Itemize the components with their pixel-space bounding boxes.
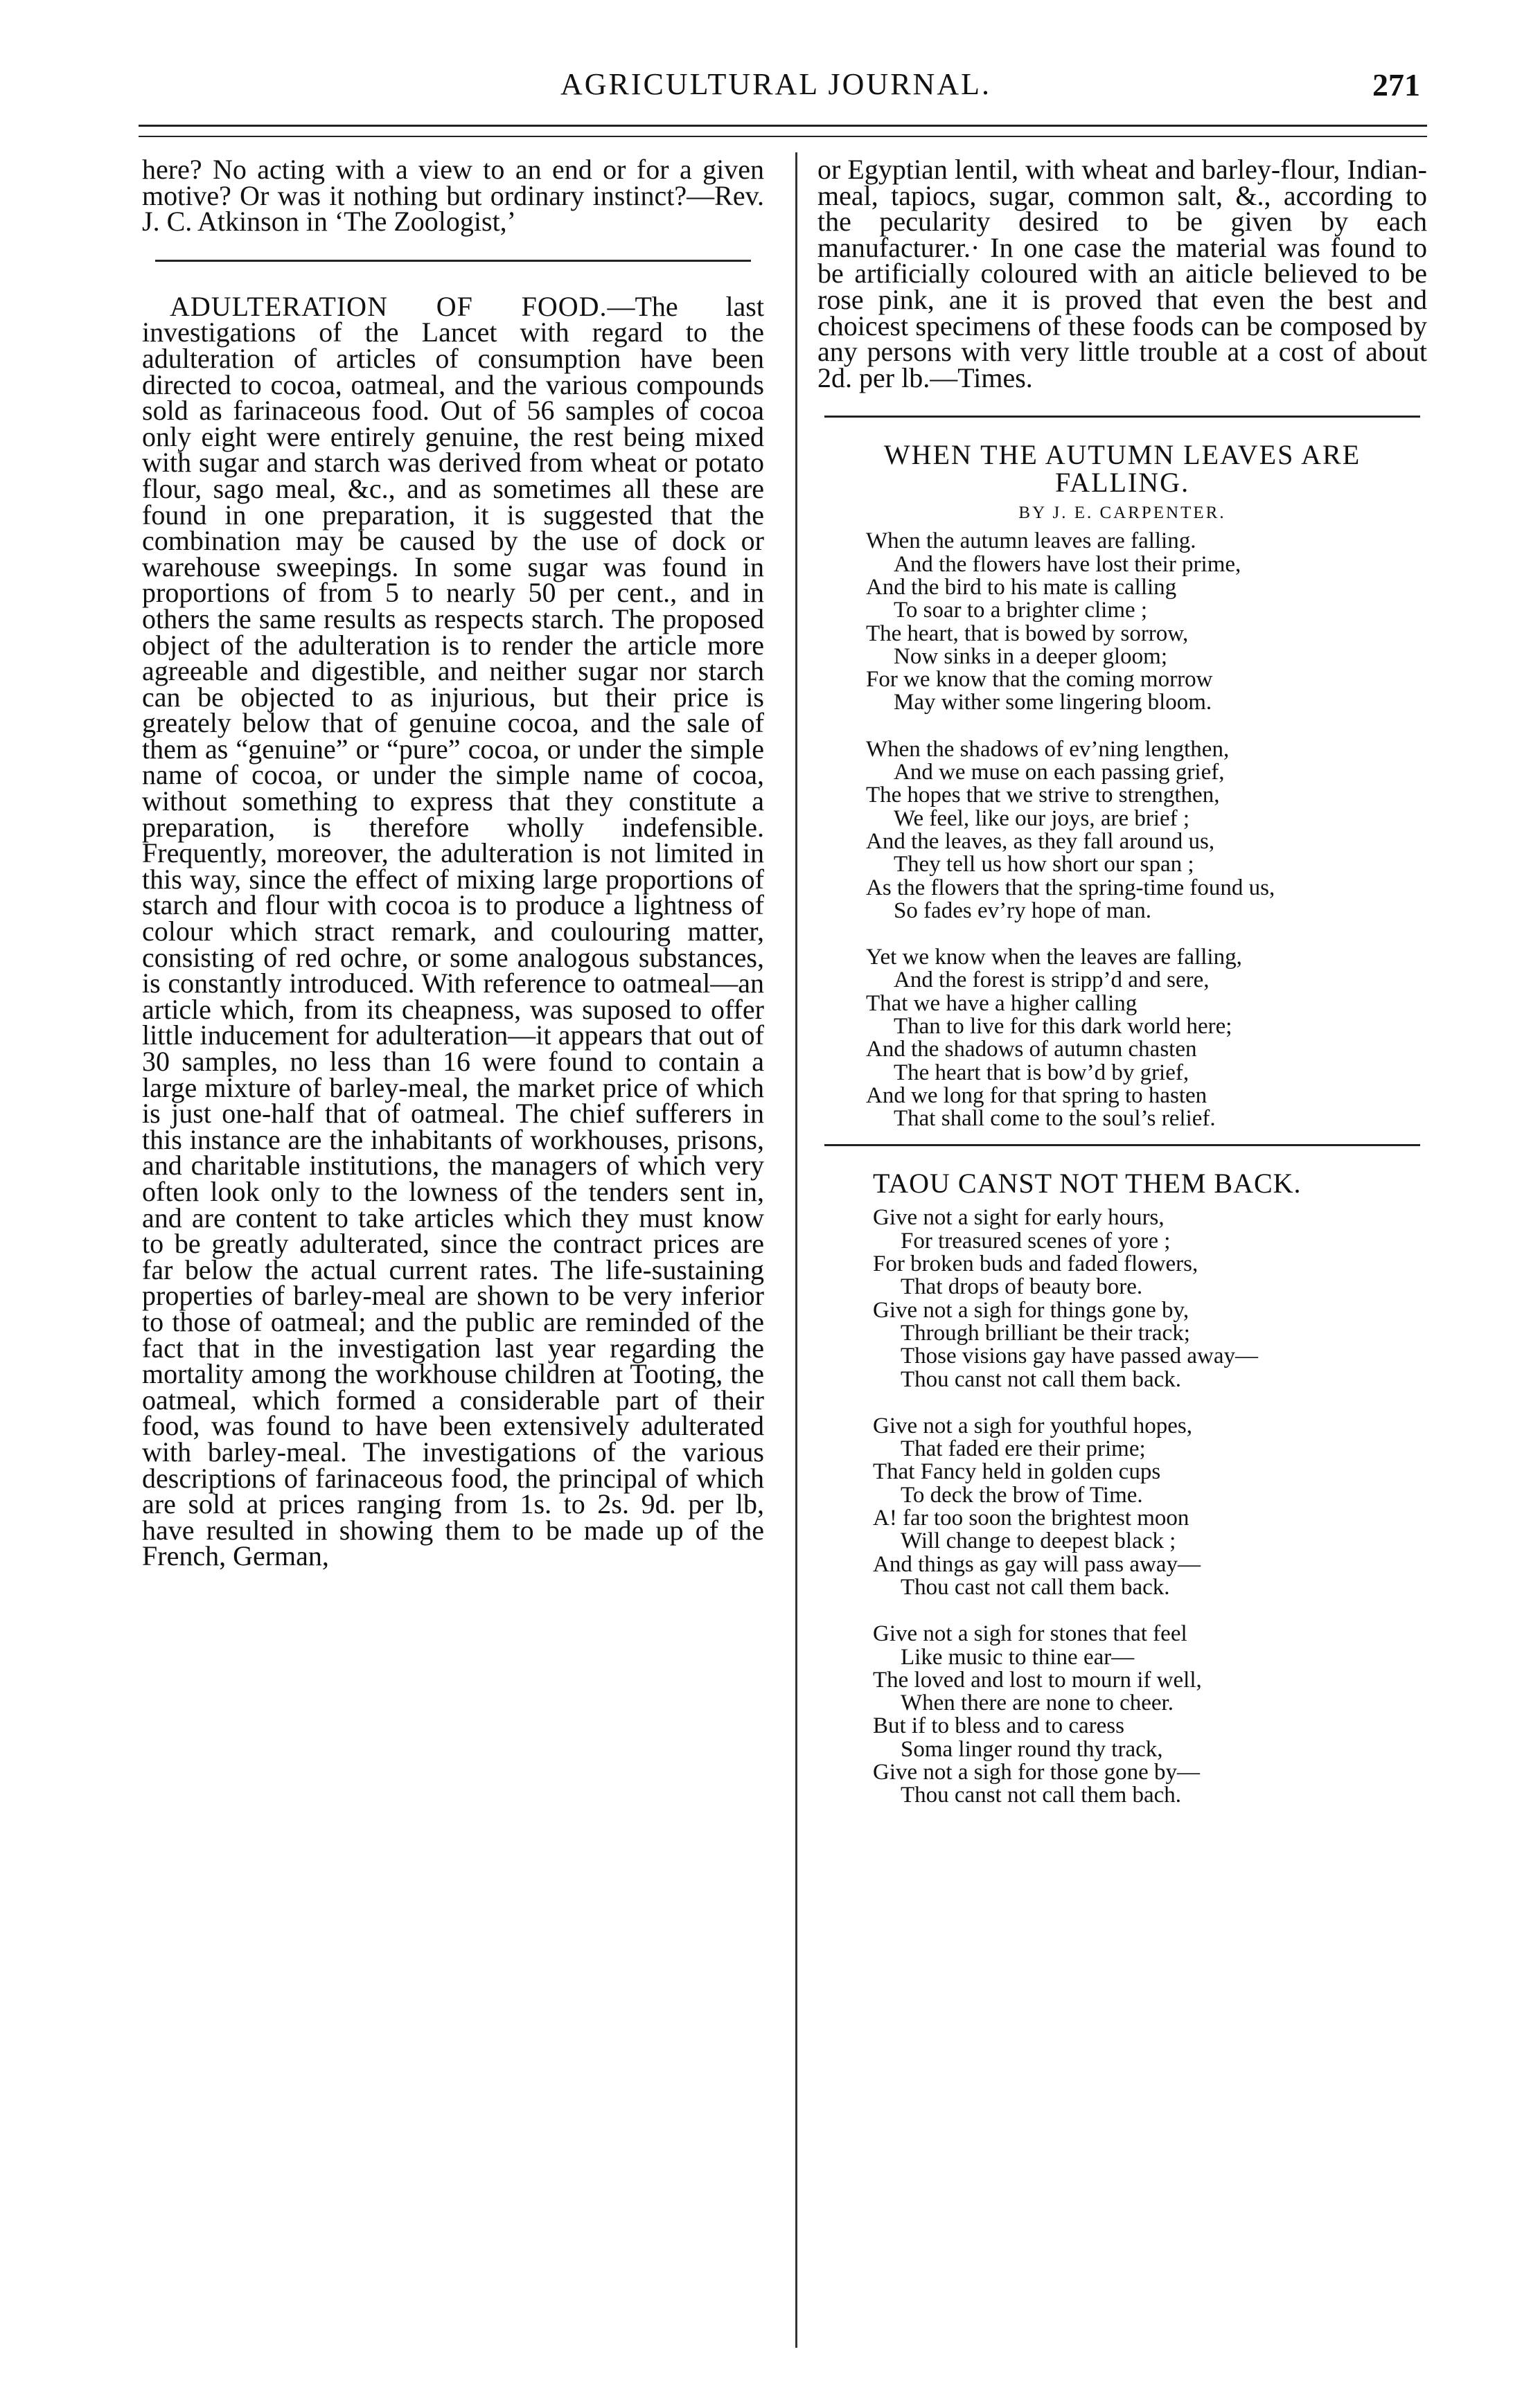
- poem-line: That we have a higher calling: [866, 990, 1138, 1016]
- poem-line: And we muse on each passing grief,: [894, 760, 1225, 785]
- poem-line: Give not a sigh for youthful hopes,: [873, 1413, 1193, 1438]
- poem-line: For broken buds and faded flowers,: [873, 1251, 1198, 1277]
- left-column: [142, 154, 764, 1572]
- poem-line: And we long for that spring to hasten: [866, 1082, 1207, 1108]
- poem-stanza: [873, 1415, 1427, 1599]
- poem-line: But if to bless and to caress: [873, 1713, 1124, 1739]
- poem-line: May wither some lingering bloom.: [894, 690, 1212, 715]
- intro-paragraph: here? No acting with a view to an end or for a given motive? Or was it nothing but ordinary instinct?—Rev. J. C. Atkinson in ‘The Zoologist,’: [142, 154, 764, 238]
- poem-title-line-2: FALLING.: [1054, 467, 1190, 499]
- poem-line: That Fancy held in golden cups: [873, 1459, 1161, 1485]
- poem-line: When the autumn leaves are falling.: [866, 528, 1196, 554]
- poem-line: Soma linger round thy track,: [901, 1736, 1163, 1762]
- poem-line: And things as gay will pass away—: [873, 1551, 1201, 1577]
- poem-line: The heart that is bow’d by grief,: [894, 1060, 1189, 1085]
- poem-stanza: [873, 1623, 1427, 1807]
- poem-title-line-1: WHEN THE AUTUMN LEAVES ARE: [883, 439, 1361, 471]
- poem-line: So fades ev’ry hope of man.: [894, 898, 1152, 923]
- poem-line: And the leaves, as they fall around us,: [866, 828, 1215, 854]
- poem-line: The heart, that is bowed by sorrow,: [866, 621, 1189, 646]
- page-number: 271: [1372, 67, 1420, 102]
- poem-stanza: [866, 946, 1427, 1130]
- poem-line: Now sinks in a deeper gloom;: [894, 643, 1168, 669]
- poem-line: And the forest is stripp’d and sere,: [894, 967, 1210, 993]
- poem-author: BY J. E. CARPENTER.: [1018, 503, 1226, 523]
- poem-line: When there are none to cheer.: [901, 1691, 1174, 1716]
- poem-line: Yet we know when the leaves are falling,: [866, 945, 1242, 970]
- poem-line: For we know that the coming morrow: [866, 667, 1213, 693]
- taou-canst-poem: [873, 1206, 1427, 1807]
- poem-line: Like music to thine ear—: [901, 1644, 1135, 1670]
- poem-line: As the flowers that the spring-time found us,: [866, 875, 1275, 900]
- poem-line: They tell us how short our span ;: [894, 852, 1194, 877]
- poem-line: Thou cast not call them back.: [901, 1574, 1170, 1600]
- poem-line: A! far too soon the brightest moon: [873, 1506, 1189, 1531]
- poem-line: That drops of beauty bore.: [901, 1274, 1143, 1300]
- poem-stanza: [873, 1206, 1427, 1391]
- poem-stanza: [866, 738, 1427, 922]
- poem-line: Those visions gay have passed away—: [901, 1344, 1258, 1369]
- poem-line: The hopes that we strive to strengthen,: [866, 783, 1220, 808]
- article-title: ADULTERATION OF FOOD.: [170, 290, 608, 322]
- poem-line: That shall come to the soul’s relief.: [894, 1106, 1216, 1132]
- header-rule-lower: [139, 136, 1427, 137]
- poem-line: Give not a sigh for things gone by,: [873, 1297, 1189, 1323]
- poem-line: We feel, like our joys, are brief ;: [894, 805, 1190, 831]
- poem-title: [817, 441, 1427, 497]
- poem-line: Give not a sight for early hours,: [873, 1205, 1165, 1231]
- poem-line: Give not a sigh for those gone by—: [873, 1760, 1201, 1785]
- section-rule: [155, 260, 751, 262]
- poem-line: To deck the brow of Time.: [901, 1482, 1143, 1508]
- journal-title: AGRICULTURAL JOURNAL.: [560, 67, 991, 101]
- running-head: [132, 64, 1420, 112]
- adulteration-article: [142, 290, 764, 1572]
- section-rule: [824, 1144, 1420, 1146]
- poem-line: To soar to a brighter clime ;: [894, 598, 1148, 623]
- article-continuation: or Egyptian lentil, with wheat and barley-flour, Indian-meal, tapiocs, sugar, common salt, &., according to the pecularity desired to be given by each manufacturer.· In one case the material was found to be artificially coloured with an aiticle believed to be rose pink, ane it is proved that even the best and choicest specimens of these foods can be composed by any persons with very little trouble at a cost of about 2d. per lb.—Times.: [817, 154, 1427, 393]
- poem-stanza: [866, 530, 1427, 714]
- poem-line: For treasured scenes of yore ;: [901, 1228, 1171, 1254]
- poem-line: And the flowers have lost their prime,: [894, 551, 1241, 577]
- poem-line: And the bird to his mate is calling: [866, 574, 1177, 600]
- poem-line: The loved and lost to mourn if well,: [873, 1667, 1202, 1693]
- column-divider: [795, 152, 797, 2348]
- poem-line: Than to live for this dark world here;: [894, 1013, 1232, 1039]
- autumn-leaves-poem: [866, 530, 1427, 1130]
- header-rule-upper: [139, 125, 1427, 127]
- poem-line: When the shadows of ev’ning lengthen,: [866, 736, 1230, 762]
- section-rule: [824, 416, 1420, 418]
- poem-line: Thou canst not call them bach.: [901, 1783, 1182, 1808]
- poem-line: And the shadows of autumn chasten: [866, 1037, 1197, 1062]
- poem-title: TAOU CANST NOT THEM BACK.: [873, 1168, 1302, 1199]
- poem-line: Thou canst not call them back.: [901, 1366, 1182, 1392]
- poem-line: Give not a sigh for stones that feel: [873, 1621, 1187, 1647]
- poem-line: Will change to deepest black ;: [901, 1528, 1176, 1554]
- poem-line: That faded ere their prime;: [901, 1436, 1146, 1462]
- article-body: —The last investigations of the Lancet with regard to the adulteration of articles of consumption have been directed to cocoa, oatmeal, and the various compounds sold as farinaceous food. Out of 56 samples of cocoa only eight were entirely genuine, the rest being mixed with sugar and starch was derived from wheat or potato flour, sago meal, &c., and as sometimes all these are found in one preparation, it is suggested that the combination may be caused by the use of dock or warehouse sweepings. In some sugar was found in proportions of from 5 to nearly 50 per cent., and in others the same results as respects starch. The proposed object of the adulteration is to render the article more agreeable and digestible, and neither sugar nor starch can be objected to as injurious, but their price is greately below that of genuine cocoa, and the sale of them as “genuine” or “pure” cocoa, or under the simple name of cocoa, or under the simple name of cocoa, without something to express that they constitute a preparation, is therefore wholly indefensible. Frequently, moreover, the adulteration is not limited in this way, since the effect of mixing large proportions of starch and flour with cocoa is to produce a lightness of colour which stract remark, and coulouring matter, consisting of red ochre, or some analogous substances, is constantly introduced. With reference to oatmeal—an article which, from its cheapness, was suposed to offer little inducement for adulteration—it appears that out of 30 samples, no less than 16 were found to contain a large mixture of barley-meal, the market price of which is just one-half that of oatmeal. The chief sufferers in this instance are the inhabitants of workhouses, prisons, and charitable institutions, the managers of which very often look only to the lowness of the tenders sent in, and are content to take articles which they must know to be greatly adulterated, since the contract prices are far below the actual current rates. The life-sustaining properties of barley-meal are shown to be very inferior to those of oatmeal; and the public are reminded of the fact that in the investigation last year regarding the mortality among the workhouse children at Tooting, the oatmeal, which formed a considerable part of their food, was found to have been extensively adulterated with barley-meal. The investigations of the various descriptions of farinaceous food, the principal of which are sold at prices ranging from 1s. to 2s. 9d. per lb, have resulted in showing them to be made up of the French, German,: [142, 290, 764, 1572]
- poem-line: Through brilliant be their track;: [901, 1320, 1190, 1346]
- right-column: [817, 154, 1427, 1831]
